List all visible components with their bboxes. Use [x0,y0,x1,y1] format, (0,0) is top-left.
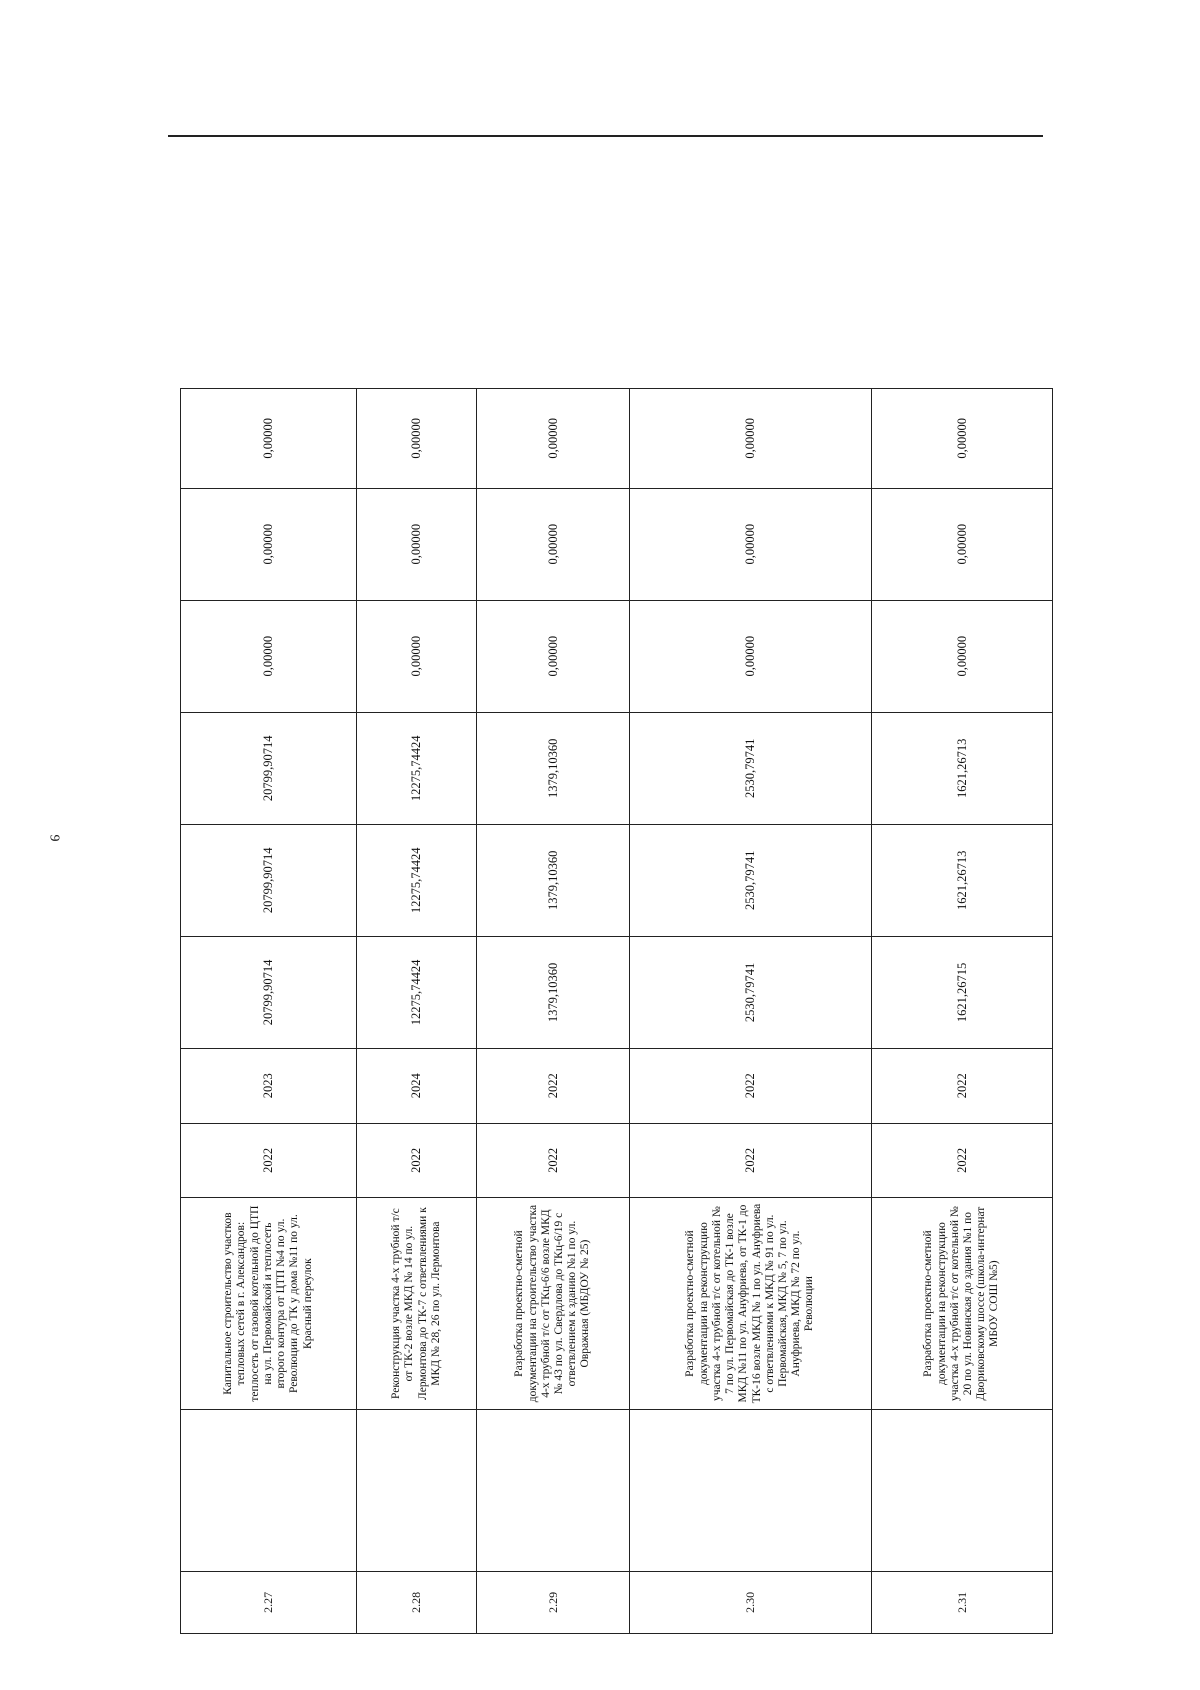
row-id: 2.27 [181,1571,357,1633]
table-row [630,389,872,1634]
amount-cell: 0,00000 [630,488,872,600]
empty-cell [477,1409,630,1571]
end-year: 2022 [630,1048,872,1123]
start-year: 2022 [630,1123,872,1198]
amount-cell: 0,00000 [477,389,630,489]
start-year: 2022 [872,1123,1053,1198]
amount-cell: 1621,26715 [872,936,1053,1048]
row-description: Реконструкция участка 4-х трубной т/с от ТК-2 возле МКД № 14 по ул. Лермонтова до ТК-7 с ответвлениями к МКД № 28, 26 по ул. Лермонтова [357,1198,477,1410]
amount-cell: 2530,79741 [630,936,872,1048]
end-year: 2022 [872,1048,1053,1123]
start-year: 2022 [357,1123,477,1198]
table-container [180,388,1052,1634]
start-year: 2022 [477,1123,630,1198]
amount-cell: 1379,10360 [477,824,630,936]
amount-cell: 0,00000 [872,488,1053,600]
amount-cell: 1379,10360 [477,936,630,1048]
amount-cell: 0,00000 [181,488,357,600]
end-year: 2024 [357,1048,477,1123]
start-year: 2022 [181,1123,357,1198]
row-id: 2.30 [630,1571,872,1633]
amount-cell: 0,00000 [872,389,1053,489]
row-id: 2.28 [357,1571,477,1633]
amount-cell: 20799,90714 [181,936,357,1048]
row-description: Разработка проектно-сметной документации на реконструкцию участка 4-х трубной т/с от котельной № 20 по ул. Новинская до здания №1 по Двориковскому шоссе (школа-интернат МБОУ СОШ №5) [872,1198,1053,1410]
table-row [357,389,477,1634]
table-row [181,389,357,1634]
amount-cell: 0,00000 [181,600,357,712]
empty-cell [630,1409,872,1571]
row-id: 2.29 [477,1571,630,1633]
amount-cell: 1379,10360 [477,712,630,824]
amount-cell: 1621,26713 [872,824,1053,936]
empty-cell [872,1409,1053,1571]
header-rule [168,135,1043,137]
amount-cell: 12275,74424 [357,824,477,936]
amount-cell: 0,00000 [357,488,477,600]
table-row [872,389,1053,1634]
amount-cell: 0,00000 [630,389,872,489]
amount-cell: 0,00000 [357,600,477,712]
empty-cell [181,1409,357,1571]
amount-cell: 0,00000 [181,389,357,489]
row-description: Разработка проектно-сметной документации на строительство участка 4-х трубной т/с от ТКц-6/6 возле МКД № 43 по ул. Свердлова до ТКц-6/19 с ответвлением к зданию №1 по ул. Овражная (МБДОУ № 25) [477,1198,630,1410]
row-description: Разработка проектно-сметной документации на реконструкцию участка 4-х трубной т/с от котельной № 7 по ул. Первомайская до ТК-1 возле МКД №11 по ул. Ануфриева, от ТК-1 до ТК-16 возле МКД № 1 по ул. Ануфриева с ответвлениями к МКД № 91 по ул. Первомайская, МКД № 5, 7 по ул. Ануфриева, МКД № 72 по ул. Революции [630,1198,872,1410]
amount-cell: 0,00000 [630,600,872,712]
row-description: Капитальное строительство участков тепловых сетей в г. Александров: теплосеть от газовой котельной до ЦТП на ул. Первомайской и теплосеть второго контура от ЦТП №4 по ул. Революции до ТК у дома №11 по ул. Красный переулок [181,1198,357,1410]
amount-cell: 0,00000 [357,389,477,489]
amount-cell: 12275,74424 [357,936,477,1048]
financing-table [180,388,1053,1634]
empty-cell [357,1409,477,1571]
table-row [477,389,630,1634]
amount-cell: 20799,90714 [181,824,357,936]
amount-cell: 2530,79741 [630,712,872,824]
row-id: 2.31 [872,1571,1053,1633]
page-number: 9 [46,834,62,842]
end-year: 2022 [477,1048,630,1123]
amount-cell: 0,00000 [872,600,1053,712]
end-year: 2023 [181,1048,357,1123]
amount-cell: 0,00000 [477,488,630,600]
amount-cell: 20799,90714 [181,712,357,824]
amount-cell: 1621,26713 [872,712,1053,824]
amount-cell: 12275,74424 [357,712,477,824]
amount-cell: 0,00000 [477,600,630,712]
amount-cell: 2530,79741 [630,824,872,936]
